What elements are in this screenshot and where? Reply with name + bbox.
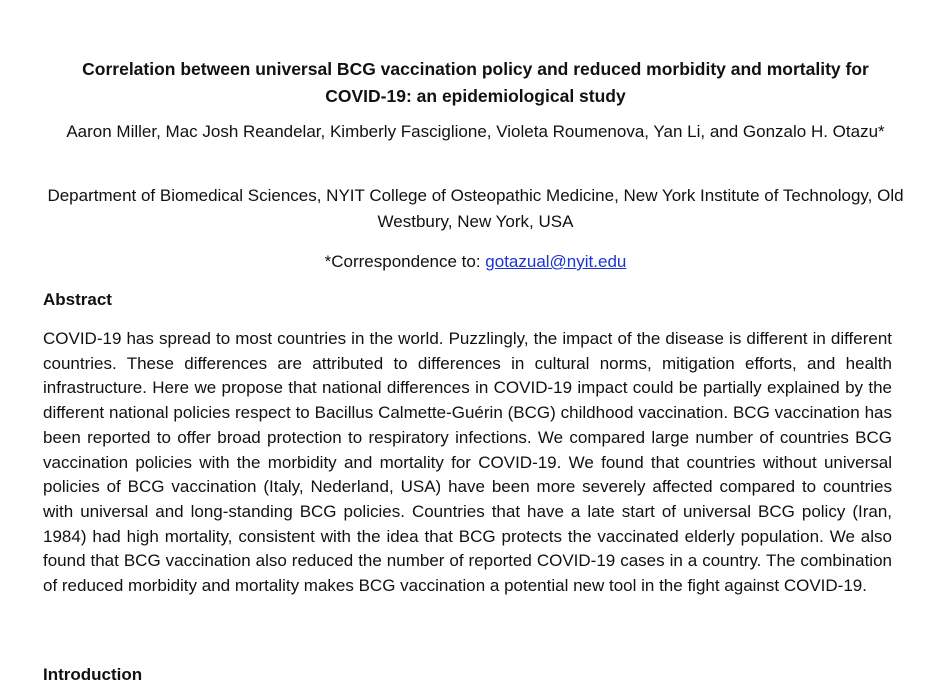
correspondence-line [60, 249, 891, 275]
abstract-heading: Abstract [43, 290, 112, 309]
author-list: Aaron Miller, Mac Josh Reandelar, Kimberly Fasciglione, Violeta Roumenova, Yan Li, and Gonzalo H. Otazu* [66, 122, 885, 141]
abstract-body: COVID-19 has spread to most countries in the world. Puzzlingly, the impact of the disease is different in different countries. These differences are attributed to differences in cultural norms, mitigation efforts, and health infrastructure. Here we propose that national differences in COVID-19 impact could be partially explained by the different national policies respect to Bacillus Calmette-Guérin (BCG) childhood vaccination. BCG vaccination has been reported to offer broad protection to respiratory infections. We compared large number of countries BCG vaccination policies with the morbidity and mortality for COVID-19. We found that countries without universal policies of BCG vaccination (Italy, Nederland, USA) have been more severely affected compared to countries with universal and long-standing BCG policies. Countries that have a late start of universal BCG policy (Iran, 1984) had high mortality, consistent with the idea that BCG protects the vaccinated elderly population. We also found that BCG vaccination also reduced the number of reported COVID-19 cases in a country. The combination of reduced morbidity and mortality makes BCG vaccination a potential new tool in the fight against COVID-19. [43, 329, 892, 596]
paper-title: Correlation between universal BCG vaccination policy and reduced morbidity and mortality for COVID-19: an epidemiological study [82, 59, 869, 106]
correspondence-label: *Correspondence to: [324, 252, 486, 271]
correspondence-email-link[interactable]: gotazual@nyit.edu [485, 252, 627, 271]
introduction-heading: Introduction [43, 665, 143, 684]
affiliation: Department of Biomedical Sciences, NYIT College of Osteopathic Medicine, New York Institute of Technology, Old Westbury, New York, USA [47, 186, 904, 231]
